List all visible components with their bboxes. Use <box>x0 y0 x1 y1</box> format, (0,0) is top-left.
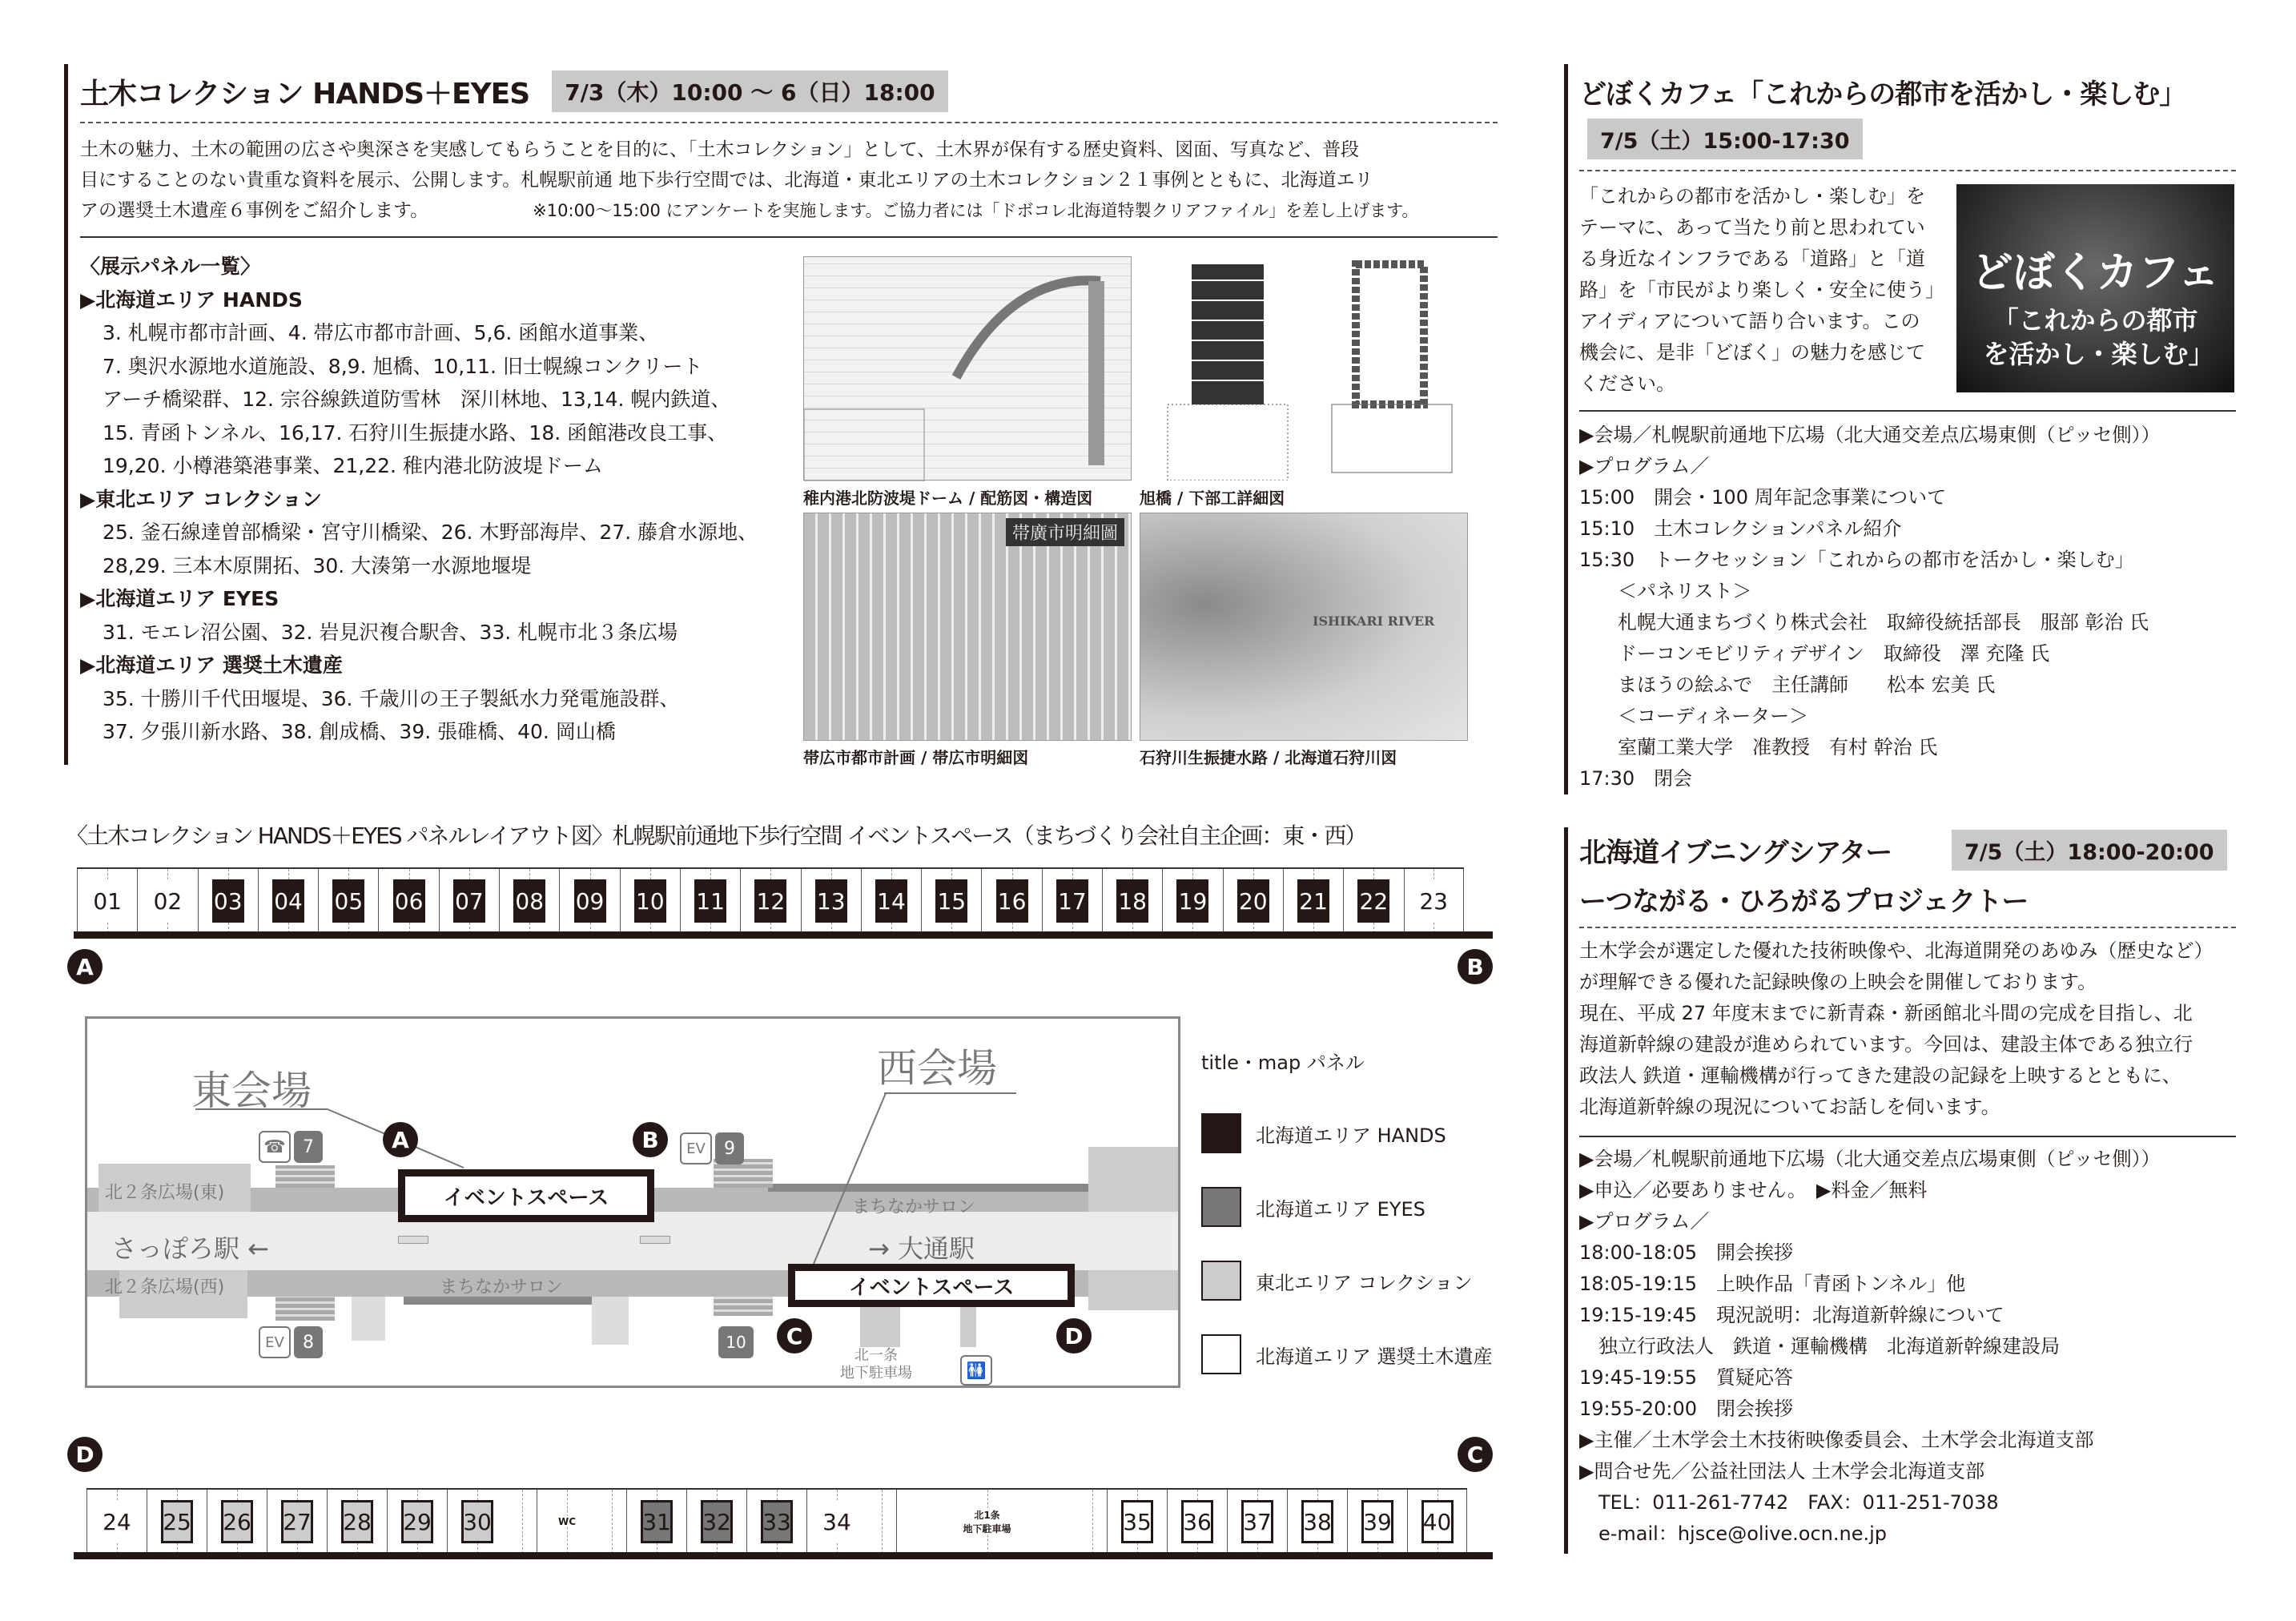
panel-slot <box>86 1490 147 1554</box>
panel-number-hands: 14 <box>875 879 907 923</box>
panel-number-tohoku: 27 <box>281 1500 313 1543</box>
arch-drawing-icon <box>804 257 1132 481</box>
panel-number-hands: 03 <box>212 879 244 923</box>
detail-line: ▶申込／必要ありません。 ▶料金／無料 <box>1579 1179 1928 1201</box>
main-date: 7/3（木）10:00 ～ 6（日）18:00 <box>552 70 947 112</box>
panel-number-plain: 23 <box>1417 879 1450 923</box>
list-item: 31. モエレ沼公園、32. 岩見沢複合駅舎、33. 札幌市北３条広場 <box>103 620 678 644</box>
elevator-icon: EV <box>259 1326 291 1358</box>
panel-slot <box>1107 1490 1167 1554</box>
panel-number-tohoku: 29 <box>401 1500 433 1543</box>
panel-slot <box>740 869 800 933</box>
panel-slot <box>147 1490 207 1554</box>
divider <box>80 236 1498 238</box>
photo-caption: 旭橋 / 下部工詳細図 <box>1140 489 1285 508</box>
panel-number-tohoku: 28 <box>341 1500 373 1543</box>
panel-slot <box>1227 1490 1287 1554</box>
panel-number-plain: 02 <box>151 879 183 923</box>
legend-swatch <box>1201 1334 1241 1374</box>
intro-line: 目にすることのない貴重な資料を展示、公開します。札幌駅前通 地下歩行空間では、北海道・東北エリアの土木コレクション２１事例とともに、北海道エリ <box>80 170 1373 191</box>
exit-9: 9 <box>715 1132 744 1164</box>
divider <box>1579 1136 2236 1137</box>
panel-number-hands: 12 <box>754 879 786 923</box>
detail-line: 18:05-19:15 上映作品「青函トンネル」他 <box>1579 1273 1966 1295</box>
wall-line <box>74 1552 1493 1559</box>
theater-body <box>1579 935 2214 1123</box>
panel-number-hands: 15 <box>935 879 967 923</box>
photo-ishikari-river-map <box>1140 513 1468 741</box>
body-line: 路」を「市民がより楽しく・安全に使う」 <box>1579 279 1944 301</box>
east-venue-label: 東会場 <box>191 1068 312 1114</box>
detail-line: 15:10 土木コレクションパネル紹介 <box>1579 517 1902 540</box>
body-line: 機会に、是非「どぼく」の魅力を感じて <box>1579 341 1925 364</box>
legend-hands <box>1201 1113 1446 1153</box>
event-space-west: イベントスペース <box>788 1264 1075 1307</box>
legend-label: 東北エリア コレクション <box>1256 1271 1473 1294</box>
panel-slot <box>981 869 1041 933</box>
panel-slot <box>267 1490 327 1554</box>
section-rule <box>1564 64 1568 794</box>
panel-slot <box>447 1490 507 1554</box>
detail-line: 19:45-19:55 質疑応答 <box>1579 1366 1793 1389</box>
panel-strip-top <box>77 867 1464 931</box>
panel-slot <box>626 1490 686 1554</box>
legend-tohoku <box>1201 1261 1473 1301</box>
list-item: 7. 奥沢水源地水道施設、8,9. 旭橋、10,11. 旧士幌線コンクリート <box>103 354 703 378</box>
detail-line: ▶プログラム／ <box>1579 1210 1710 1233</box>
main-title-row <box>80 70 948 112</box>
detail-line: 独立行政法人 鉄道・運輸機構 北海道新幹線建設局 <box>1579 1335 2060 1358</box>
panel-slot <box>327 1490 387 1554</box>
marker-b: B <box>1458 949 1493 984</box>
marker-d: D <box>67 1437 103 1472</box>
cafe-logo-subtitle: 「これからの都市を活かし・楽しむ」 <box>1983 305 2214 369</box>
section-rule <box>1564 827 1568 1554</box>
main-intro <box>80 135 1418 226</box>
panel-slot <box>861 869 921 933</box>
detail-line: 19:15-19:45 現況説明：北海道新幹線について <box>1579 1304 2004 1326</box>
panel-number-hands: 04 <box>272 879 304 923</box>
panel-slot <box>746 1490 806 1554</box>
group-heading: ▶北海道エリア EYES <box>80 587 279 610</box>
exit-7: 7 <box>294 1131 323 1163</box>
panel-number-hands: 08 <box>513 879 545 923</box>
panel-number-hands: 05 <box>332 879 364 923</box>
panel-number-isan: 39 <box>1361 1500 1393 1543</box>
odori-station-label: → 大通駅 <box>868 1233 975 1264</box>
restroom-label: WC <box>557 1516 577 1527</box>
body-line: る身近なインフラである「道路」と「道 <box>1579 247 1925 270</box>
photo-caption: 稚内港北防波堤ドーム / 配筋図・構造図 <box>803 489 1093 508</box>
panel-slot <box>207 1490 267 1554</box>
pier-drawing-icon <box>1140 256 1468 481</box>
panel-number-hands: 06 <box>393 879 425 923</box>
panel-slot <box>198 869 258 933</box>
panel-slot <box>1162 869 1222 933</box>
legend-label: title・map パネル <box>1201 1052 1365 1074</box>
plaza-east-label: 北２条広場(東) <box>105 1183 225 1203</box>
divider <box>1579 927 2236 928</box>
main-title: 土木コレクション HANDS＋EYES <box>80 77 530 111</box>
panel-slot <box>439 869 499 933</box>
body-line: 「これからの都市を活かし・楽しむ」を <box>1579 185 1925 207</box>
detail-line: 15:30 トークセッション「これからの都市を活かし・楽しむ」 <box>1579 549 2134 571</box>
strip-gap <box>1077 1490 1107 1554</box>
detail-line: ▶会場／札幌駅前通地下広場（北大通交差点広場東側（ピッセ側）） <box>1579 1148 2161 1170</box>
exit-8: 8 <box>294 1326 323 1358</box>
panel-number-hands: 18 <box>1116 879 1148 923</box>
panel-strip-bottom <box>86 1488 1467 1552</box>
legend-map-panel <box>1201 1047 1365 1075</box>
panel-number-hands: 21 <box>1297 879 1329 923</box>
detail-line: ▶会場／札幌駅前通地下広場（北大通交差点広場東側（ピッセ側）） <box>1579 424 2161 446</box>
marker-c: C <box>777 1318 812 1354</box>
body-line: 現在、平成 27 年度末までに新青森・新函館北斗間の完成を目指し、北 <box>1579 1002 2193 1024</box>
telephone-icon: ☎ <box>259 1131 291 1163</box>
panel-slot <box>537 1490 597 1554</box>
panel-number-hands: 07 <box>453 879 485 923</box>
list-item: 28,29. 三本木原開拓、30. 大湊第一水源地堰堤 <box>103 553 532 577</box>
intro-line: アの選奨土木遺産６事例をご紹介します。 ※10:00～15:00 にアンケートを実施します。ご協力者には「ドボコレ北海道特製クリアファイル」を差し上げます。 <box>80 200 1419 221</box>
panel-slot <box>559 869 619 933</box>
strip-gap <box>597 1490 626 1554</box>
panel-slot <box>806 1490 867 1554</box>
restroom-icon: 🚻 <box>960 1355 992 1386</box>
body-line: 土木学会が選定した優れた技術映像や、北海道開発のあゆみ（歴史など） <box>1579 939 2214 962</box>
marker-b: B <box>633 1122 668 1157</box>
panel-number-hands: 11 <box>694 879 726 923</box>
panel-number-hands: 10 <box>634 879 666 923</box>
west-venue-label: 西会場 <box>877 1045 997 1092</box>
group-heading: ▶北海道エリア 選奨土木遺産 <box>80 654 343 677</box>
panel-slot <box>620 869 680 933</box>
legend-label: 北海道エリア 選奨土木遺産 <box>1256 1345 1493 1368</box>
detail-line: ＜パネリスト＞ <box>1579 580 1752 602</box>
panel-slot <box>1042 869 1102 933</box>
panel-slot <box>378 869 438 933</box>
theater-subtitle: ーつながる・ひろがるプロジェクトー <box>1579 886 2029 918</box>
detail-line: 19:55-20:00 閉会挨拶 <box>1579 1398 1793 1420</box>
panel-slot <box>686 1490 746 1554</box>
section-rule <box>64 64 68 765</box>
panel-slot <box>1287 1490 1347 1554</box>
exit-10: 10 <box>718 1326 754 1358</box>
panel-number-isan: 35 <box>1121 1500 1153 1543</box>
theater-title: 北海道イブニングシアター <box>1579 837 1892 869</box>
panel-slot <box>680 869 740 933</box>
detail-line: 札幌大通まちづくり株式会社 取締役統括部長 服部 彰治 氏 <box>1579 611 2149 634</box>
detail-line: まほうの絵ふで 主任講師 松本 宏美 氏 <box>1579 674 1996 696</box>
list-item: 15. 青函トンネル、16,17. 石狩川生振捷水路、18. 函館港改良工事、 <box>103 420 728 444</box>
list-item: 37. 夕張川新水路、38. 創成橋、39. 張碓橋、40. 岡山橋 <box>103 720 616 743</box>
panel-number-isan: 37 <box>1241 1500 1273 1543</box>
detail-line: TEL：011-261-7742 FAX：011-251-7038 <box>1579 1491 1999 1514</box>
panel-slot <box>1347 1490 1407 1554</box>
intro-line: 土木の魅力、土木の範囲の広さや奥深さを実感してもらうことを目的に、「土木コレクション」として、土木界が保有する歴史資料、図面、写真など、普段 <box>80 139 1360 160</box>
panel-number-tohoku: 25 <box>161 1500 193 1543</box>
panel-list-title: 〈展示パネル一覧〉 <box>80 255 261 278</box>
panel-slot <box>258 869 318 933</box>
photo-asahi-bridge-drawing <box>1140 256 1468 481</box>
cafe-logo-image <box>1956 184 2234 392</box>
marker-c: C <box>1458 1437 1493 1472</box>
cafe-title: どぼくカフェ「これからの都市を活かし・楽しむ」 <box>1579 78 2186 111</box>
photo-caption: 帯広市都市計画 / 帯広市明細図 <box>803 748 1029 767</box>
panel-number-plain: 01 <box>91 879 123 923</box>
panel-slot <box>1223 869 1283 933</box>
salon-label: まちなかサロン <box>440 1277 564 1297</box>
photo-caption: 石狩川生振捷水路 / 北海道石狩川図 <box>1140 748 1397 767</box>
legend-swatch <box>1201 1261 1241 1301</box>
cafe-logo-title: どぼくカフェ <box>1971 249 2220 297</box>
theater-details <box>1579 1144 2161 1550</box>
panel-slot <box>137 869 197 933</box>
detail-line: 17:30 閉会 <box>1579 767 1693 790</box>
panel-number-tohoku: 30 <box>461 1500 493 1543</box>
body-line: が理解できる優れた記録映像の上映会を開催しております。 <box>1579 971 2097 993</box>
list-item: 35. 十勝川千代田堰堤、36. 千歳川の王子製紙水力発電施設群、 <box>103 686 680 710</box>
detail-line: ＜コーディネーター＞ <box>1579 705 1809 727</box>
body-line: 北海道新幹線の現況についてお話しを伺います。 <box>1579 1096 2000 1118</box>
detail-line: 18:00-18:05 開会挨拶 <box>1579 1241 1793 1264</box>
map-inset-title: ISHIKARI RIVER <box>1313 613 1435 629</box>
photo-wakkanai-dome-drawing <box>803 256 1132 481</box>
panel-number-hands: 20 <box>1237 879 1269 923</box>
elevator-icon: EV <box>680 1132 712 1164</box>
list-item: 25. 釜石線達曽部橋梁・宮守川橋梁、26. 木野部海岸、27. 藤倉水源地、 <box>103 521 758 544</box>
panel-slot <box>1283 869 1343 933</box>
marker-a: A <box>383 1122 418 1157</box>
event-space-east: イベントスペース <box>398 1169 654 1222</box>
body-line: ください。 <box>1579 372 1675 395</box>
detail-line: 15:00 開会・100 周年記念事業について <box>1579 486 1947 509</box>
parking-label: 北一条 地下駐車場 <box>840 1347 912 1382</box>
panel-number-hands: 16 <box>996 879 1028 923</box>
panel-number-hands: 22 <box>1357 879 1389 923</box>
panel-slot <box>1102 869 1162 933</box>
panel-slot <box>387 1490 447 1554</box>
panel-number-plain: 24 <box>101 1500 133 1543</box>
detail-line: ドーコンモビリティデザイン 取締役 澤 充隆 氏 <box>1579 642 2050 665</box>
marker-d: D <box>1056 1318 1092 1354</box>
body-line: 海道新幹線の建設が進められています。今回は、建設主体である独立行 <box>1579 1033 2193 1056</box>
panel-number-eyes: 33 <box>761 1500 793 1543</box>
legend-label: 北海道エリア HANDS <box>1256 1124 1446 1147</box>
panel-slot <box>896 1490 1077 1554</box>
map-inset-title: 帯廣市明細圖 <box>1006 518 1124 546</box>
photo-obihiro-map <box>803 513 1132 741</box>
cafe-details <box>1579 420 2161 794</box>
body-line: アイディアについて語り合います。この <box>1579 310 1920 332</box>
panel-number-tohoku: 26 <box>221 1500 253 1543</box>
detail-line: e-mail：hjsce@olive.ocn.ne.jp <box>1579 1522 1888 1545</box>
panel-number-hands: 19 <box>1176 879 1208 923</box>
panel-number-hands: 13 <box>815 879 847 923</box>
survey-note: ※10:00～15:00 にアンケートを実施します。ご協力者には「ドボコレ北海道特製クリアファイル」を差し上げます。 <box>533 201 1419 220</box>
list-item: 19,20. 小樽港築港事業、21,22. 稚内港北防波堤ドーム <box>103 454 603 477</box>
detail-line: ▶主催／土木学会土木技術映像委員会、土木学会北海道支部 <box>1579 1429 2094 1451</box>
legend-heritage <box>1201 1334 1493 1374</box>
group-heading: ▶東北エリア コレクション <box>80 487 322 511</box>
panel-number-isan: 36 <box>1181 1500 1213 1543</box>
panel-number-isan: 40 <box>1421 1500 1454 1543</box>
cafe-date: 7/5（土）15:00-17:30 <box>1587 119 1863 159</box>
list-item: 3. 札幌市都市計画、4. 帯広市都市計画、5,6. 函館水道事業、 <box>103 321 659 344</box>
panel-slot <box>499 869 559 933</box>
divider <box>1579 170 2236 171</box>
panel-number-plain: 34 <box>821 1500 853 1543</box>
detail-line: ▶プログラム／ <box>1579 455 1710 477</box>
detail-line: ▶問合せ先／公益社団法人 土木学会北海道支部 <box>1579 1460 1985 1482</box>
parking-label: 北1条 地下駐車場 <box>963 1510 1011 1535</box>
strip-gap <box>507 1490 537 1554</box>
legend-eyes <box>1201 1187 1425 1227</box>
body-line: 政法人 鉄道・運輸機構が行ってきた建設の記録を上映するとともに、 <box>1579 1064 2181 1087</box>
detail-line: 室蘭工業大学 准教授 有村 幹治 氏 <box>1579 736 1938 758</box>
panel-slot <box>77 869 137 933</box>
panel-number-eyes: 31 <box>641 1500 673 1543</box>
sapporo-station-label: さっぽろ駅 ← <box>111 1233 269 1264</box>
panel-number-eyes: 32 <box>701 1500 733 1543</box>
legend-swatch <box>1201 1113 1241 1153</box>
panel-slot <box>921 869 981 933</box>
layout-title: 〈土木コレクション HANDS＋EYES パネルレイアウト図〉札幌駅前通地下歩行空間 イベントスペース（まちづくり会社自主企画：東・西） <box>66 823 1366 849</box>
panel-number-isan: 38 <box>1301 1500 1333 1543</box>
strip-gap <box>867 1490 896 1554</box>
marker-a: A <box>67 949 103 984</box>
panel-slot <box>1407 1490 1467 1554</box>
salon-label: まちなかサロン <box>852 1197 976 1217</box>
cafe-body <box>1579 181 1944 400</box>
wall-line <box>74 931 1493 939</box>
panel-number-hands: 09 <box>574 879 606 923</box>
panel-slot <box>318 869 378 933</box>
legend-label: 北海道エリア EYES <box>1256 1197 1425 1221</box>
divider <box>1579 410 2236 412</box>
panel-slot <box>1343 869 1403 933</box>
panel-list <box>80 250 758 749</box>
panel-slot <box>801 869 861 933</box>
body-line: テーマに、あって当たり前と思われてい <box>1579 216 1925 239</box>
panel-slot <box>1167 1490 1227 1554</box>
panel-number-hands: 17 <box>1056 879 1088 923</box>
plaza-west-label: 北２条広場(西) <box>105 1277 225 1297</box>
venue-map <box>85 1016 1180 1388</box>
theater-date: 7/5（土）18:00-20:00 <box>1952 830 2227 871</box>
legend-swatch <box>1201 1187 1241 1227</box>
panel-slot <box>1404 869 1464 933</box>
list-item: アーチ橋梁群、12. 宗谷線鉄道防雪林 深川林地、13,14. 幌内鉄道、 <box>103 388 731 411</box>
divider <box>80 122 1498 123</box>
group-heading: ▶北海道エリア HANDS <box>80 288 303 312</box>
